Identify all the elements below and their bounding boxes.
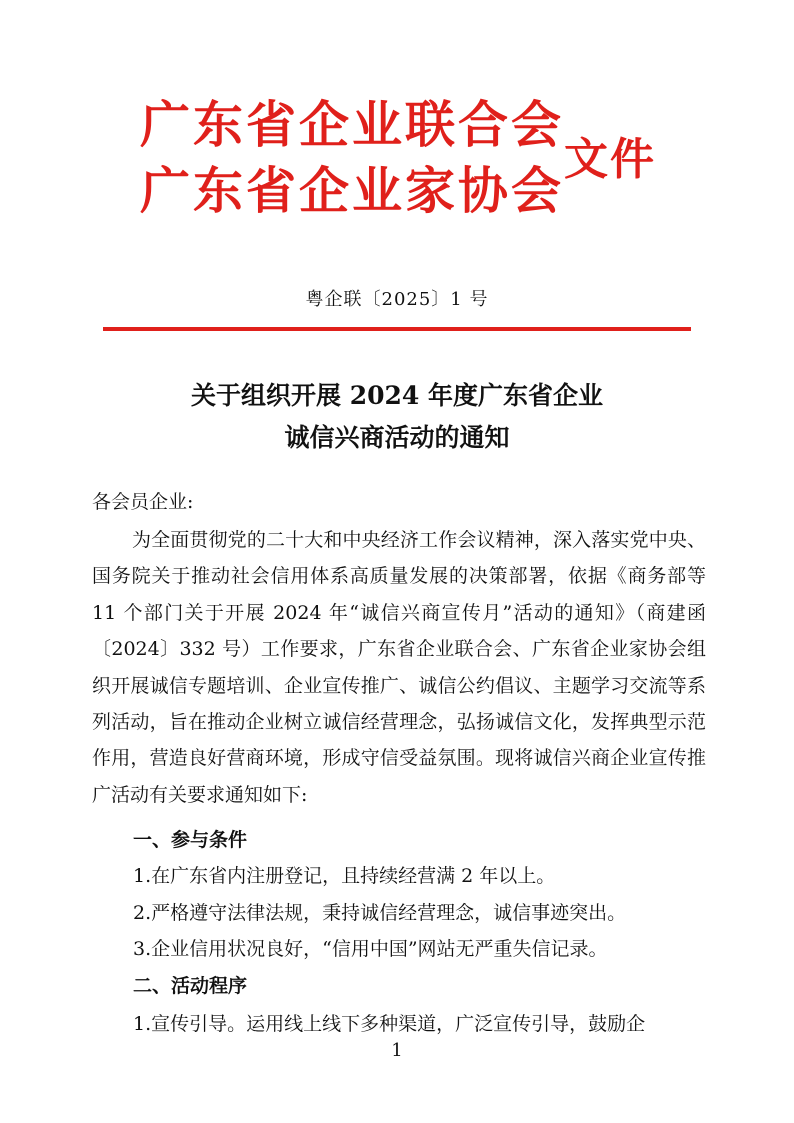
document-number: 粤企联〔2025〕1 号 xyxy=(305,289,489,310)
letterhead-org-2: 广东省企业家协会 xyxy=(140,161,564,220)
document-title-line-2: 诚信兴商活动的通知 xyxy=(284,423,510,452)
section-2-heading: 二、活动程序 xyxy=(133,975,248,997)
page-number: 1 xyxy=(391,1040,403,1061)
letterhead-org-1: 广东省企业联合会 xyxy=(140,95,564,154)
section-1-item-3: 3.企业信用状况良好，“信用中国”网站无严重失信记录。 xyxy=(133,938,608,960)
letterhead-suffix: 文件 xyxy=(564,134,656,185)
red-letterhead xyxy=(140,96,700,226)
document-title-line-1: 关于组织开展 2024 年度广东省企业 xyxy=(191,381,603,410)
section-1-heading: 一、参与条件 xyxy=(133,829,248,851)
salutation: 各会员企业: xyxy=(92,491,194,513)
section-1-item-1: 1.在广东省内注册登记，且持续经营满 2 年以上。 xyxy=(133,865,556,887)
intro-paragraph: 为全面贯彻党的二十大和中央经济工作会议精神，深入落实党中央、国务院关于推动社会信用体系高质量发展的决策部署，依据《商务部等 11 个部门关于开展 2024 年“诚信兴商宣传月”活动的通知》（商建函〔2024〕332 号）工作要求，广东省企业联合会、广东省企业家协会组织开展诚信专题培训、企业宣传推广、诚信公约倡议、主题学习交流等系列活动，旨在推动企业树立诚信经营理念，弘扬诚信文化，发挥典型示范作用，营造良好营商环境，形成守信受益氛围。现将诚信兴商企业宣传推广活动有关要求通知如下: xyxy=(92,529,706,806)
section-1-item-2: 2.严格遵守法律法规，秉持诚信经营理念，诚信事迹突出。 xyxy=(133,902,627,924)
red-divider xyxy=(103,327,691,331)
section-2-item-1: 1.宣传引导。运用线上线下多种渠道，广泛宣传引导，鼓励企 xyxy=(133,1013,646,1035)
